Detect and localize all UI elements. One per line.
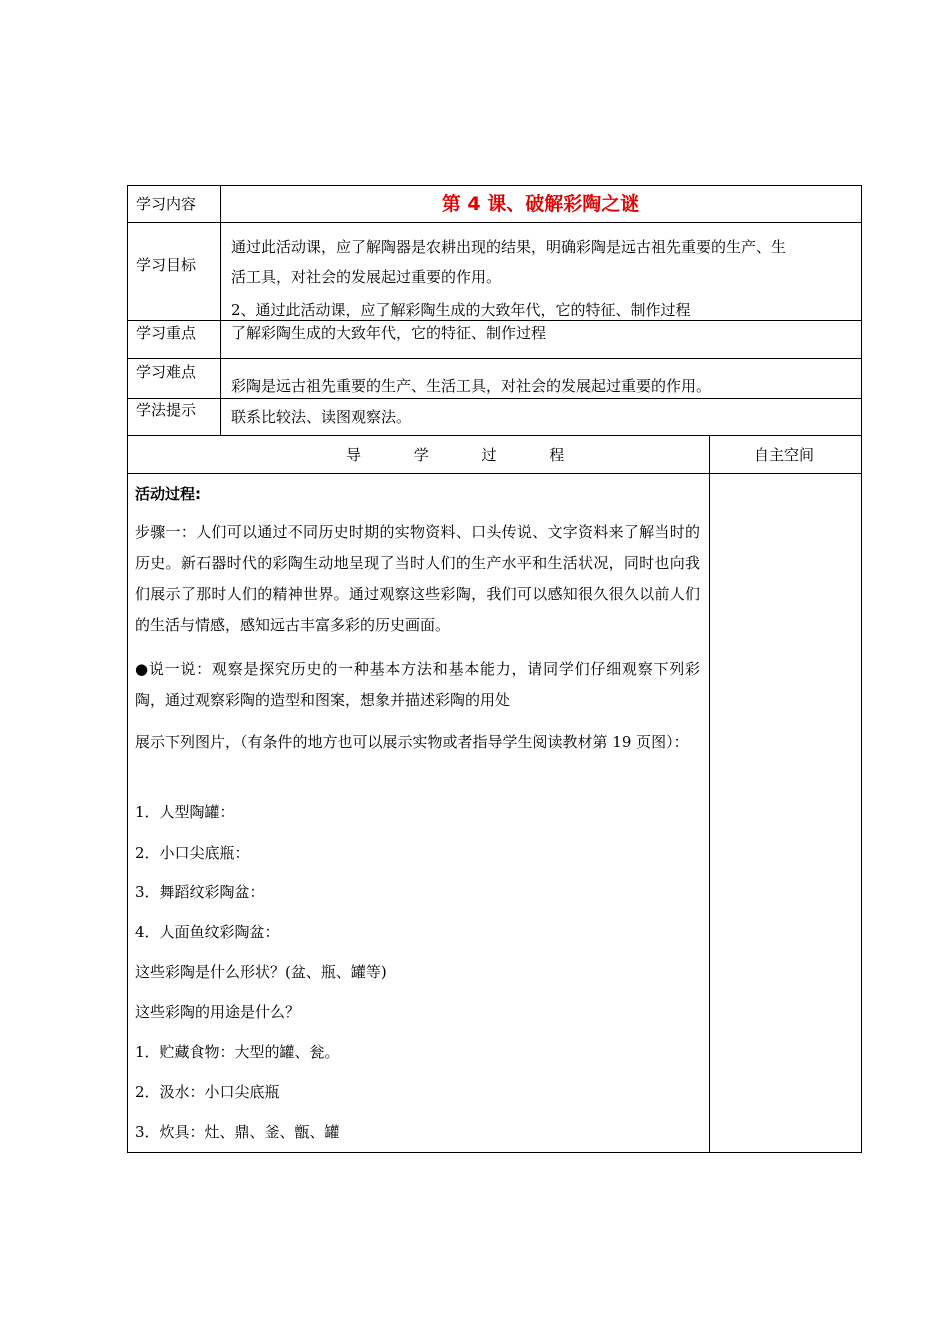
label-content: 学习内容 bbox=[136, 195, 197, 213]
table-border-right bbox=[861, 185, 862, 1152]
label-goal: 学习目标 bbox=[136, 256, 197, 274]
list-item: 3．炊具：灶、鼎、釜、甑、罐 bbox=[135, 1123, 340, 1141]
process-header: 导 学 过 程 bbox=[346, 446, 589, 464]
key-point-text: 了解彩陶生成的大致年代，它的特征、制作过程 bbox=[231, 324, 547, 342]
list-item: 1．贮藏食物：大型的罐、瓮。 bbox=[135, 1043, 340, 1061]
table-border-top bbox=[127, 185, 862, 186]
self-space-column-divider bbox=[709, 435, 710, 1152]
table-border-bottom bbox=[127, 1152, 862, 1153]
label-key-point: 学习重点 bbox=[136, 324, 197, 342]
lesson-title: 第 4 课、破解彩陶之谜 bbox=[441, 193, 640, 215]
row-divider-goal bbox=[127, 222, 862, 223]
goal-line-2: 活工具，对社会的发展起过重要的作用。 bbox=[231, 268, 502, 286]
goal-line-1: 通过此活动课，应了解陶器是农耕出现的结果，明确彩陶是远古祖先重要的生产、生 bbox=[231, 238, 787, 256]
self-space-header: 自主空间 bbox=[754, 446, 815, 464]
list-item: 2．小口尖底瓶： bbox=[135, 844, 250, 862]
say-paragraph: ●说一说：观察是探究历史的一种基本方法和基本能力，请同学们仔细观察下列彩陶，通过观察彩陶的造型和图案，想象并描述彩陶的用处 bbox=[135, 660, 700, 709]
table-border-left bbox=[127, 185, 128, 1152]
question-shape: 这些彩陶是什么形状？(盆、瓶、罐等) bbox=[135, 963, 387, 981]
list-item: 1．人型陶罐： bbox=[135, 803, 235, 821]
row-divider-difficulty bbox=[127, 358, 862, 359]
step-one-paragraph: 步骤一：人们可以通过不同历史时期的实物资料、口头传说、文字资料来了解当时的历史。新石器时代的彩陶生动地呈现了当时人们的生产水平和生活状况，同时也向我们展示了那时人们的精神世界。通过观察这些彩陶，我们可以感知很久很久以前人们的生活与情感，感知远古丰富多彩的历史画面。 bbox=[135, 523, 700, 634]
show-paragraph: 展示下列图片，（有条件的地方也可以展示实物或者指导学生阅读教材第 19 页图）： bbox=[135, 733, 689, 751]
label-column-divider bbox=[220, 185, 221, 435]
label-difficulty: 学习难点 bbox=[136, 363, 197, 381]
row-divider-process-body bbox=[127, 473, 862, 474]
activity-heading: 活动过程: bbox=[135, 485, 201, 503]
label-method: 学法提示 bbox=[136, 401, 197, 419]
list-item: 4．人面鱼纹彩陶盆： bbox=[135, 923, 280, 941]
goal-line-3: 2、通过此活动课，应了解彩陶生成的大致年代，它的特征、制作过程 bbox=[231, 301, 691, 319]
list-item: 3．舞蹈纹彩陶盆： bbox=[135, 883, 265, 901]
list-item: 2．汲水：小口尖底瓶 bbox=[135, 1083, 280, 1101]
row-divider-method bbox=[127, 398, 862, 399]
method-text: 联系比较法、读图观察法。 bbox=[231, 408, 412, 426]
row-divider-process-header bbox=[127, 435, 862, 436]
difficulty-text: 彩陶是远古祖先重要的生产、生活工具，对社会的发展起过重要的作用。 bbox=[231, 377, 712, 395]
question-use: 这些彩陶的用途是什么？ bbox=[135, 1003, 301, 1021]
